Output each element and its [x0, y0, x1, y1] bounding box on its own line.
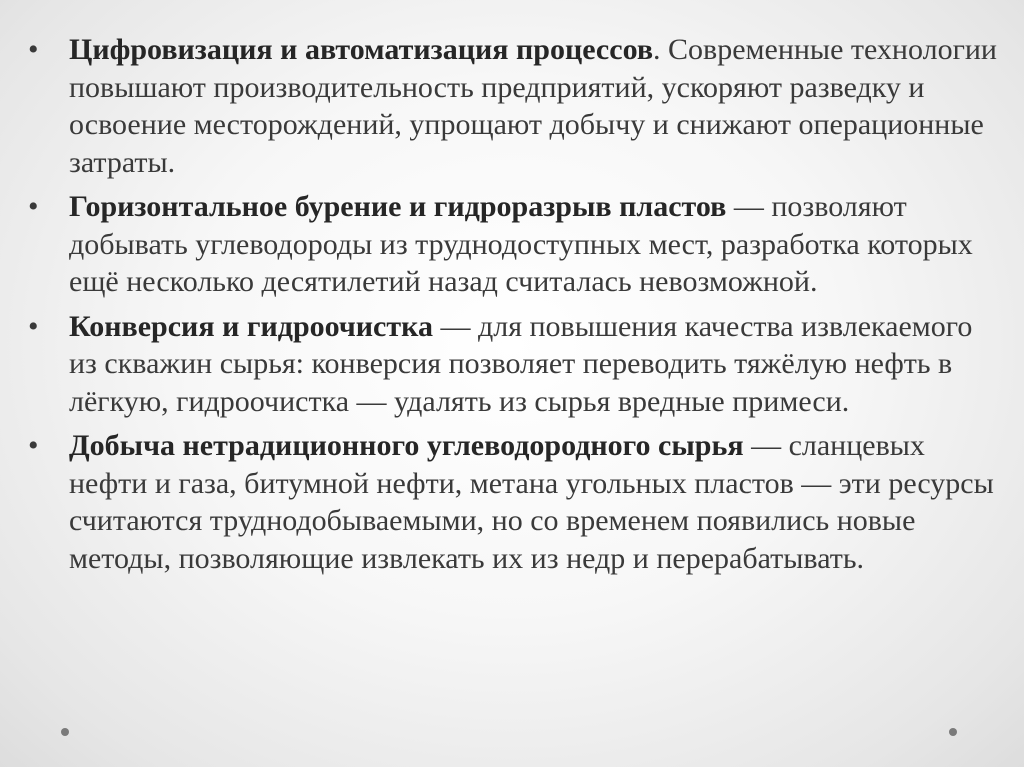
bullet-list [28, 31, 1003, 584]
bullet-text: — сланцевых нефти и газа, битумной нефти, метана угольных пластов — эти ресурсы считаются труднодобываемыми, но со временем появились новые методы, позволяющие извлекать их из недр и перерабатывать. [69, 429, 994, 575]
bullet-item-conversion [28, 308, 1003, 421]
decorative-dot-right [949, 728, 957, 736]
bullet-item-unconventional [28, 427, 1003, 577]
bullet-marker: • [28, 309, 39, 343]
bullet-text: — позволяют добывать углеводороды из труднодоступных мест, разработка которых ещё несколько десятилетий назад считалась невозможной. [69, 190, 973, 298]
decorative-dot-left [61, 728, 69, 736]
bullet-item-digitalization [28, 31, 1003, 181]
bullet-item-horizontal-drilling [28, 188, 1003, 301]
bullet-title: Конверсия и гидроочистка [69, 309, 433, 343]
bullet-title: Цифровизация и автоматизация процессов [69, 33, 654, 66]
bullet-marker: • [28, 429, 39, 462]
bullet-title: Добыча нетрадиционного углеводородного сырья [69, 429, 744, 462]
bullet-marker: • [28, 190, 39, 223]
bullet-text: . Современные технологии повышают производительность предприятий, ускоряют разведку и освоение месторождений, упрощают добычу и снижают операционные затраты. [69, 33, 997, 179]
bullet-marker: • [28, 33, 39, 66]
bullet-text: — для повышения качества извлекаемого из скважин сырья: конверсия позволяет переводить тяжёлую нефть в лёгкую, гидроочистка — удалять из сырья вредные примеси. [69, 309, 973, 418]
bullet-title: Горизонтальное бурение и гидроразрыв пластов [69, 190, 727, 223]
